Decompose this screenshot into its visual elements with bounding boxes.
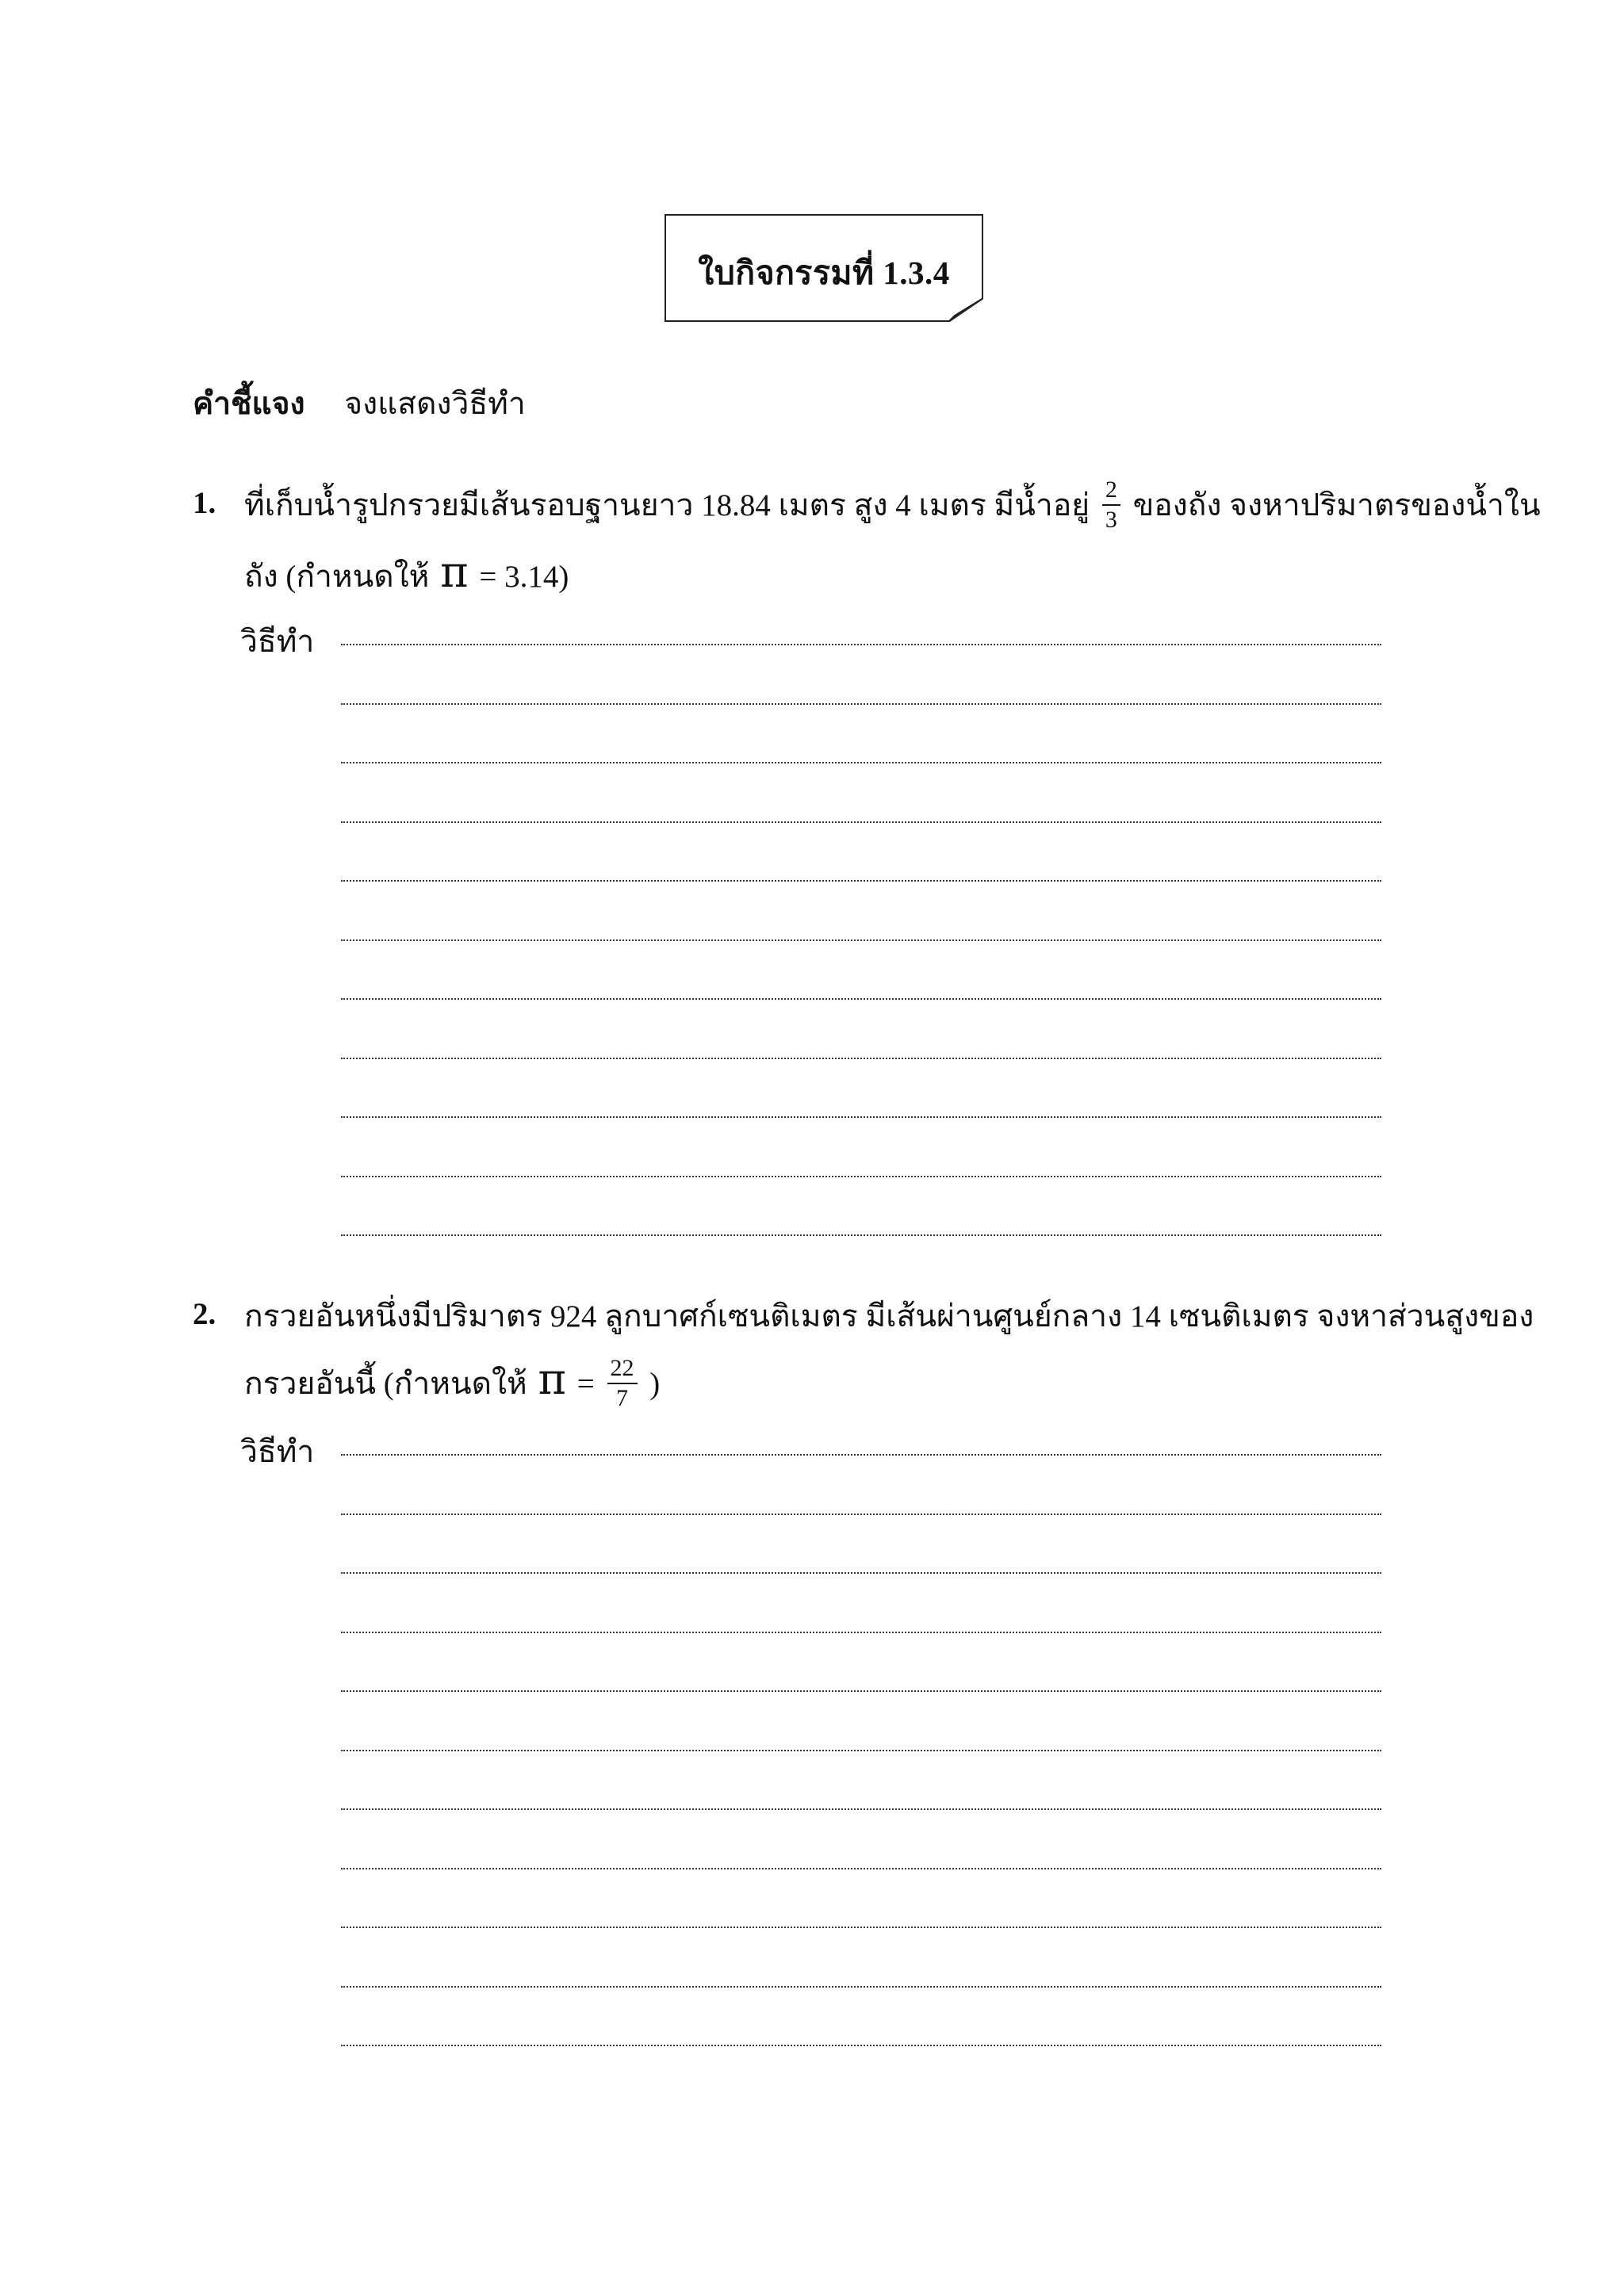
question-2-fraction — [607, 1357, 638, 1410]
answer-line[interactable] — [341, 1454, 1381, 1456]
instruction — [193, 379, 526, 428]
pi-symbol: π — [538, 1354, 567, 1404]
answer-line[interactable] — [341, 998, 1381, 1000]
question-1-fraction — [1102, 478, 1120, 532]
title-box — [665, 214, 983, 322]
answer-line[interactable] — [341, 1234, 1381, 1236]
fraction-numerator: 2 — [1102, 478, 1120, 506]
instruction-label: คำชี้แจง — [193, 387, 305, 421]
answer-line[interactable] — [341, 1632, 1381, 1633]
answer-line[interactable] — [341, 1927, 1381, 1928]
question-1-method-label: วิธีทำ — [240, 625, 315, 659]
instruction-text: จงแสดงวิธีทำ — [344, 387, 526, 421]
question-1-text-c: ถัง (กำหนดให้ — [244, 560, 430, 594]
answer-line[interactable] — [341, 1750, 1381, 1751]
answer-line[interactable] — [341, 644, 1381, 645]
pi-symbol: π — [440, 547, 469, 597]
answer-line[interactable] — [341, 1690, 1381, 1692]
question-2-method-label: วิธีทำ — [240, 1435, 315, 1469]
question-1-line-2 — [244, 547, 569, 601]
question-1-text-d: = 3.14) — [479, 560, 569, 594]
question-1-line-1 — [244, 476, 1541, 535]
answer-line[interactable] — [341, 1176, 1381, 1177]
question-2-text-b: ) — [649, 1367, 661, 1401]
question-1-text-a: ที่เก็บน้ำรูปกรวยมีเส้นรอบฐานยาว 18.84 เมตร สูง 4 เมตร มีน้ำอยู่ — [244, 488, 1090, 522]
question-2-text-a: กรวยอันนี้ (กำหนดให้ — [244, 1367, 527, 1401]
worksheet-title: ใบกิจกรรมที่ 1.3.4 — [698, 254, 950, 291]
answer-line[interactable] — [341, 1572, 1381, 1574]
answer-line[interactable] — [341, 939, 1381, 941]
answer-line[interactable] — [341, 1868, 1381, 1869]
answer-line[interactable] — [341, 703, 1381, 705]
answer-line[interactable] — [341, 1808, 1381, 1810]
question-2-equals: = — [576, 1367, 595, 1401]
question-2-number: 2. — [193, 1297, 216, 1331]
answer-line[interactable] — [341, 1513, 1381, 1515]
fraction-numerator: 22 — [607, 1357, 638, 1384]
question-2-line-2 — [244, 1354, 661, 1414]
fraction-denominator: 3 — [1105, 507, 1117, 534]
answer-line[interactable] — [341, 1986, 1381, 1988]
answer-line[interactable] — [341, 1058, 1381, 1059]
question-2-line-1: กรวยอันหนึ่งมีปริมาตร 924 ลูกบาศก์เซนติเมตร มีเส้นผ่านศูนย์กลาง 14 เซนติเมตร จงหาส่วนสูงของ — [244, 1299, 1534, 1334]
answer-line[interactable] — [341, 762, 1381, 763]
folded-corner-icon — [948, 298, 983, 322]
fraction-denominator: 7 — [616, 1385, 629, 1412]
answer-line[interactable] — [341, 821, 1381, 823]
question-1-text-b: ของถัง จงหาปริมาตรของน้ำใน — [1132, 488, 1541, 522]
question-1-number: 1. — [193, 486, 216, 520]
answer-line[interactable] — [341, 1116, 1381, 1118]
answer-line[interactable] — [341, 880, 1381, 882]
answer-line[interactable] — [341, 2045, 1381, 2046]
